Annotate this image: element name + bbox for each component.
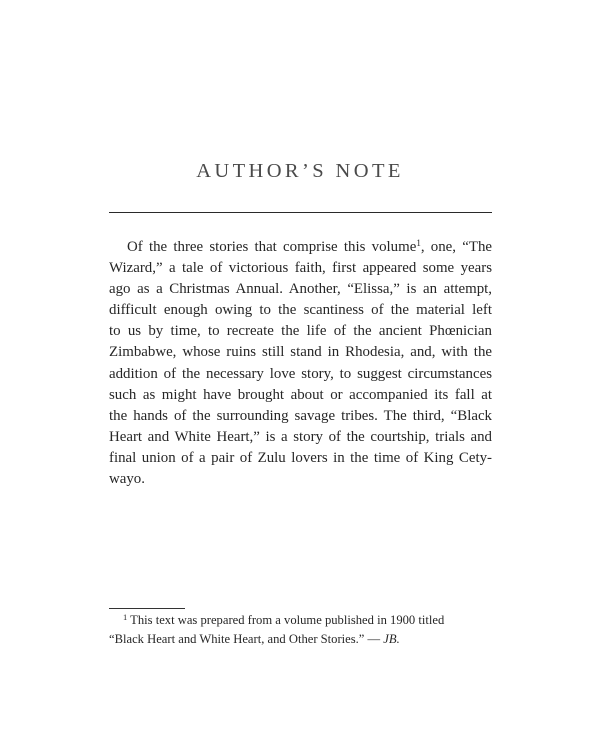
body-line: such as might have brought about or accompanied its fall at bbox=[109, 386, 492, 403]
body-line: the hands of the surrounding savage tribes. The third, “Black bbox=[109, 407, 492, 424]
footnote-line bbox=[109, 611, 492, 630]
footnote-reference[interactable]: 1 bbox=[416, 238, 421, 248]
body-line: wayo. bbox=[109, 471, 145, 488]
footnote-line bbox=[109, 630, 492, 649]
body-line bbox=[109, 237, 492, 258]
body-text-segment: Of the three stories that comprise this volume bbox=[127, 239, 417, 255]
footnote-text: “Black Heart and White Heart, and Other Stories.” — bbox=[109, 631, 384, 646]
footnote-divider bbox=[109, 608, 185, 609]
body-line: Wizard,” a tale of victorious faith, first appeared some years bbox=[109, 260, 492, 277]
title-divider bbox=[109, 212, 492, 213]
body-text-segment: , one, “The bbox=[420, 239, 492, 255]
body-line: to us by time, to recreate the life of the ancient Phœnician bbox=[109, 323, 492, 340]
footnote bbox=[109, 611, 492, 648]
page-title: AUTHOR’S NOTE bbox=[196, 160, 404, 182]
body-line: difficult enough owing to the scantiness of the material left bbox=[109, 302, 492, 319]
body-line: addition of the necessary love story, to suggest circumstances bbox=[109, 365, 492, 382]
body-line: final union of a pair of Zulu lovers in the time of King Cety- bbox=[109, 449, 492, 466]
body-paragraph bbox=[109, 237, 492, 490]
footnote-text: This text was prepared from a volume published in 1900 titled bbox=[127, 613, 445, 627]
footnote-initials: JB. bbox=[383, 631, 400, 646]
body-line: ago as a Christmas Annual. Another, “Elissa,” is an attempt, bbox=[109, 281, 492, 298]
footnote-marker: 1 bbox=[123, 612, 128, 622]
body-line: Zimbabwe, whose ruins still stand in Rhodesia, and, with the bbox=[109, 344, 492, 361]
body-line: Heart and White Heart,” is a story of the courtship, trials and bbox=[109, 428, 492, 445]
